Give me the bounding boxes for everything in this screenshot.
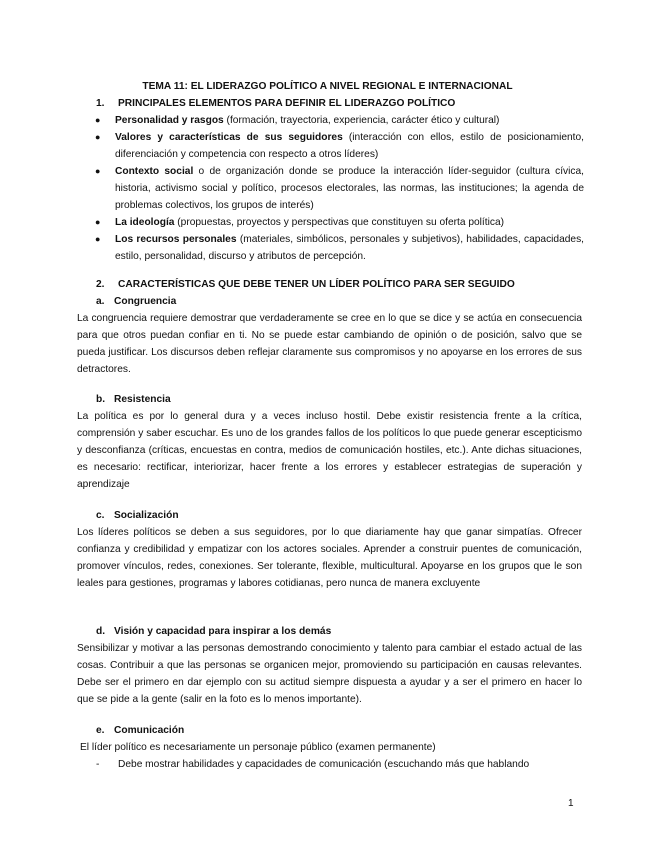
section2-heading (96, 276, 515, 293)
list-item-text: (interacción con ellos, estilo de posicionamiento, diferenciación y competencia con respecto a otros líderes) (115, 132, 584, 160)
list-item-text: (formación, trayectoria, experiencia, carácter ético y cultural) (223, 115, 500, 126)
list-item-term: Valores y características de sus seguidores (115, 132, 343, 143)
subsection-heading-text: Resistencia (114, 394, 171, 405)
subsection-paragraph-b: La política es por lo general dura y a veces incluso hostil. Debe existir resistencia frente a la crítica, comprensión y saber escuchar. Es uno de los grandes fallos de los políticos lo que puede generar escepticismo y desconfianza (críticas, encuestas en contra, medios de comunicación hostiles, etc.). Ante dichas situaciones, es necesario: rectificar, interiorizar, hacer frente a los errores y establecer estrategias de superación y aprendizaje (77, 411, 582, 490)
page-number: 1 (568, 798, 574, 809)
list-item (94, 214, 584, 231)
subsection-heading-a (96, 293, 176, 310)
subsection-letter: c. (96, 510, 105, 521)
list-item (94, 163, 584, 214)
dash-list-item (96, 756, 529, 773)
subsection-paragraph-d: Sensibilizar y motivar a las personas demostrando conocimiento y talento para cambiar el estado actual de las cosas. Contribuir a que las personas se organicen mejor, promoviendo su participación en causas relevantes. Debe ser el primero en dar ejemplo con su actitud siempre dispuesta a ayudar y a ser el primero en hacer lo que se pide a la gente (salir en la foto es lo menos importante). (77, 643, 582, 705)
bullet-icon: ● (95, 234, 101, 244)
section1-number: 1. (96, 98, 105, 109)
subsection-heading-text: Comunicación (114, 725, 185, 736)
bullet-icon: ● (95, 115, 101, 125)
list-item-term: Personalidad y rasgos (115, 115, 224, 126)
subsection-heading-b (96, 391, 171, 408)
list-item-term: Contexto social (115, 166, 194, 177)
subsection-letter: e. (96, 725, 105, 736)
section1-heading (96, 95, 455, 112)
subsection-letter: b. (96, 394, 106, 405)
list-item-text: o de organización donde se produce la interacción líder-seguidor (cultura cívica, historia, activismo social y político, procesos electorales, las normas, las instituciones; la agenda de problemas colectivos, los grupos de interés) (115, 166, 584, 211)
bullet-icon: ● (95, 166, 101, 176)
subsection-paragraph-c: Los líderes políticos se deben a sus seguidores, por lo que diariamente hay que ganar simpatías. Ofrecer confianza y credibilidad y empatizar con los actores sociales. Aprender a construir puentes de comunicación, promover vínculos, redes, conexiones. Ser tolerante, flexible, multicultural. Apoyarse en los grupos que le son leales para gestiones, programas y labores cotidianas, pero nunca de manera excluyente (77, 527, 582, 589)
subsection-heading-text: Congruencia (114, 296, 177, 307)
bullet-icon: ● (95, 132, 101, 142)
section2-number: 2. (96, 279, 105, 290)
list-item (94, 231, 584, 265)
section1-list (94, 112, 584, 265)
list-item-text: (materiales, simbólicos, personales y subjetivos), habilidades, capacidades, estilo, personalidad, discurso y atributos de percepción. (115, 234, 585, 262)
subsection-paragraph-a: La congruencia requiere demostrar que verdaderamente se cree en lo que se dice y se actúa en consecuencia para que otros puedan confiar en ti. No se puede estar cambiando de opinión o de posición, salvo que se pueda justificar. Los discursos deben reflejar claramente sus compromisos y no apoyarse en los errores de sus detractores. (77, 313, 582, 375)
subsection-letter: d. (96, 626, 106, 637)
list-item-term: La ideología (115, 217, 175, 228)
document-title: TEMA 11: EL LIDERAZGO POLÍTICO A NIVEL REGIONAL E INTERNACIONAL (142, 81, 513, 92)
list-item-term: Los recursos personales (115, 234, 237, 245)
dash-item-text: Debe mostrar habilidades y capacidades de comunicación (escuchando más que hablando (118, 759, 530, 770)
section1-heading-text: PRINCIPALES ELEMENTOS PARA DEFINIR EL LIDERAZGO POLÍTICO (118, 98, 456, 109)
subsection-heading-text: Visión y capacidad para inspirar a los demás (114, 626, 332, 637)
subsection-heading-e (96, 722, 184, 739)
list-item-text: (propuestas, proyectos y perspectivas que constituyen su oferta política) (174, 217, 505, 228)
subsection-heading-d (96, 623, 331, 640)
subsection-heading-c (96, 507, 179, 524)
list-item (94, 129, 584, 163)
list-item (94, 112, 584, 129)
subsection-letter: a. (96, 296, 105, 307)
dash-marker: - (96, 759, 100, 770)
section2-heading-text: CARACTERÍSTICAS QUE DEBE TENER UN LÍDER POLÍTICO PARA SER SEGUIDO (118, 279, 515, 290)
subsection-heading-text: Socialización (114, 510, 179, 521)
bullet-icon: ● (95, 217, 101, 227)
subsection-paragraph-e: El líder político es necesariamente un personaje público (examen permanente) (80, 742, 436, 753)
